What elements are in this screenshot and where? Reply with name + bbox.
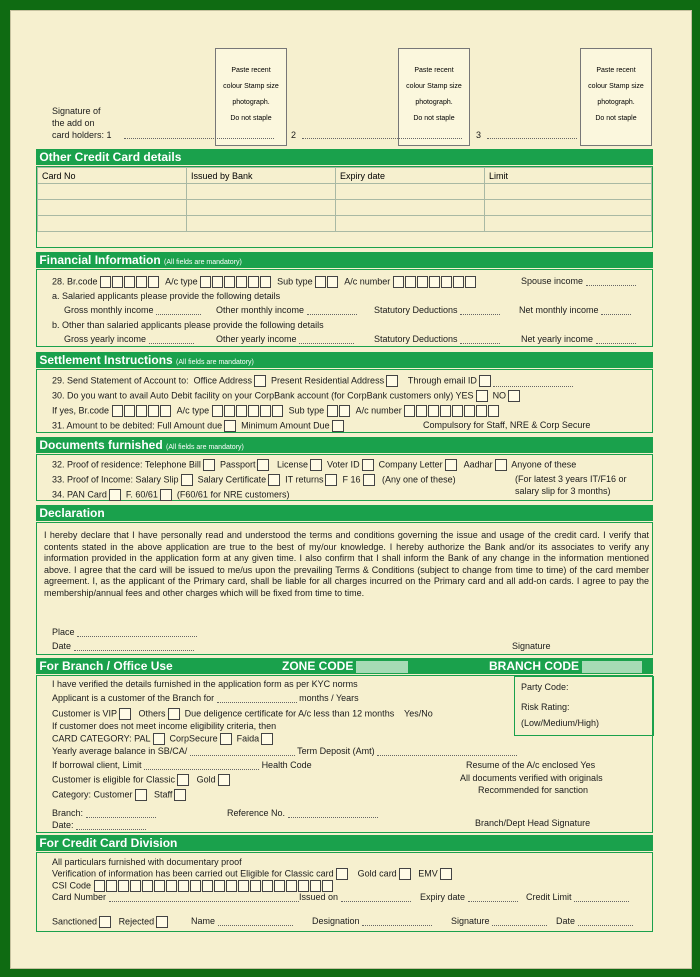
section-header-settlement: Settlement Instructions (All fields are mandatory) [36, 352, 653, 368]
branch-code-label: BRANCH CODE [489, 658, 642, 674]
head-signature-label: Branch/Dept Head Signature [475, 818, 591, 828]
reference-field[interactable] [288, 808, 378, 818]
signature-label-declaration: Signature [512, 641, 551, 651]
voter-id-checkbox[interactable] [362, 459, 374, 471]
classic-checkbox[interactable] [177, 774, 189, 786]
aadhar-checkbox[interactable] [495, 459, 507, 471]
col-issued-by: Issued by Bank [187, 168, 336, 184]
photo-label: Paste recent [596, 67, 636, 74]
statutory-yearly-field[interactable] [460, 334, 500, 344]
table-row[interactable] [38, 200, 652, 216]
signature-line-2[interactable] [302, 138, 462, 139]
company-letter-checkbox[interactable] [445, 459, 457, 471]
gross-yearly-field[interactable] [149, 334, 194, 344]
settle-actype-boxes[interactable] [212, 405, 284, 417]
gross-monthly-field[interactable] [156, 305, 201, 315]
photo-label: Paste recent [414, 67, 454, 74]
other-yearly-field[interactable] [299, 334, 354, 344]
passport-checkbox[interactable] [257, 459, 269, 471]
col-limit: Limit [485, 168, 652, 184]
minimum-amount-checkbox[interactable] [332, 420, 344, 432]
card-number-field[interactable] [109, 892, 299, 902]
it-returns-checkbox[interactable] [325, 474, 337, 486]
avg-balance-field[interactable] [190, 746, 295, 756]
other-cards-table [36, 166, 653, 248]
sanctioned-checkbox[interactable] [99, 916, 111, 928]
acnumber-boxes[interactable] [393, 276, 477, 288]
full-amount-checkbox[interactable] [224, 420, 236, 432]
section-header-other-cards: Other Credit Card details [36, 149, 653, 165]
compulsory-note: Compulsory for Staff, NRE & Corp Secure [423, 420, 591, 430]
others-checkbox[interactable] [168, 708, 180, 720]
residential-address-checkbox[interactable] [386, 375, 398, 387]
brcode-boxes[interactable] [100, 276, 160, 288]
faida-checkbox[interactable] [261, 733, 273, 745]
branch-code-field[interactable] [582, 661, 642, 673]
branch-field[interactable] [86, 808, 156, 818]
declaration-text: I hereby declare that I have personally read and understood the terms and conditions governing the issue and usage of the credit card. I verify that contents stated in the above application are true to the best of my/our knowledge. I hereby authorize the Bank and/or its associates to verify any information provided in the application form at any given time. I also confirm that I shall inform the Bank of any change in the information mentioned above. I agree that the card will be issued to me/us upon the prevailing Terms & Conditions (subject to change from time to time) of the card member agreement. I, as the applicant of the Primary card, shall be liable for all charges incurred on the Primary card and all add-on cards. I agree to pay the membership/annual fees and other charges which will be fixed from time to time. [44, 530, 649, 598]
months-field[interactable] [217, 693, 297, 703]
corpsecure-checkbox[interactable] [220, 733, 232, 745]
rejected-checkbox[interactable] [156, 916, 168, 928]
spouse-income-field[interactable] [586, 276, 636, 286]
table-row[interactable] [38, 184, 652, 200]
section-header-branch: For Branch / Office Use ZONE CODE BRANCH CODE [36, 658, 653, 674]
net-yearly-field[interactable] [596, 334, 636, 344]
designation-field[interactable] [362, 916, 432, 926]
date-field[interactable] [74, 641, 194, 651]
credit-limit-field[interactable] [574, 892, 629, 902]
col-card-no: Card No [38, 168, 187, 184]
subtype-boxes[interactable] [315, 276, 339, 288]
branch-date-field[interactable] [76, 820, 146, 830]
net-monthly-field[interactable] [601, 305, 631, 315]
staff-checkbox[interactable] [174, 789, 186, 801]
division-signature-field[interactable] [492, 916, 547, 926]
limit-field[interactable] [144, 760, 259, 770]
risk-rating-label: Risk Rating: [521, 702, 570, 712]
col-expiry: Expiry date [336, 168, 485, 184]
section-header-documents: Documents furnished (All fields are mandatory) [36, 437, 653, 453]
pan-card-checkbox[interactable] [109, 489, 121, 501]
table-row[interactable] [38, 216, 652, 232]
settle-brcode-boxes[interactable] [112, 405, 172, 417]
section-header-declaration: Declaration [36, 505, 653, 521]
vip-checkbox[interactable] [119, 708, 131, 720]
issued-on-field[interactable] [341, 892, 411, 902]
place-field[interactable] [77, 627, 197, 637]
gold-card-checkbox[interactable] [399, 868, 411, 880]
division-date-field[interactable] [578, 916, 633, 926]
auto-debit-yes-checkbox[interactable] [476, 390, 488, 402]
signature-line-1[interactable] [124, 138, 274, 139]
emv-checkbox[interactable] [440, 868, 452, 880]
other-monthly-field[interactable] [307, 305, 357, 315]
csi-code-boxes[interactable] [94, 880, 334, 892]
photo-box-2[interactable]: Paste recent colour Stamp size photograph. Do not staple [398, 48, 470, 146]
settle-subtype-boxes[interactable] [327, 405, 351, 417]
photo-label: Paste recent [231, 67, 271, 74]
term-deposit-field[interactable] [377, 746, 517, 756]
expiry-field[interactable] [468, 892, 518, 902]
party-code-label: Party Code: [521, 682, 569, 692]
signature-label: Signature of [52, 106, 101, 116]
email-checkbox[interactable] [479, 375, 491, 387]
telephone-bill-checkbox[interactable] [203, 459, 215, 471]
gold-checkbox[interactable] [218, 774, 230, 786]
customer-checkbox[interactable] [135, 789, 147, 801]
section-header-financial: Financial Information (All fields are mandatory) [36, 252, 653, 268]
photo-box-1[interactable]: Paste recent colour Stamp size photograph. Do not staple [215, 48, 287, 146]
pal-checkbox[interactable] [153, 733, 165, 745]
license-checkbox[interactable] [310, 459, 322, 471]
spouse-income-label: Spouse income [521, 276, 584, 286]
zone-code-label: ZONE CODE [282, 658, 408, 674]
f6061-checkbox[interactable] [160, 489, 172, 501]
classic-card-checkbox[interactable] [336, 868, 348, 880]
salary-slip-checkbox[interactable] [181, 474, 193, 486]
f16-checkbox[interactable] [363, 474, 375, 486]
photo-box-3[interactable]: Paste recent colour Stamp size photograph. Do not staple [580, 48, 652, 146]
salary-certificate-checkbox[interactable] [268, 474, 280, 486]
statutory-monthly-field[interactable] [460, 305, 500, 315]
settle-acnumber-boxes[interactable] [404, 405, 500, 417]
auto-debit-no-checkbox[interactable] [508, 390, 520, 402]
section-header-division: For Credit Card Division [36, 835, 653, 851]
office-address-checkbox[interactable] [254, 375, 266, 387]
email-id-field[interactable] [493, 377, 573, 387]
zone-code-field[interactable] [356, 661, 408, 673]
actype-boxes[interactable] [200, 276, 272, 288]
signature-line-3[interactable] [487, 138, 577, 139]
name-field[interactable] [218, 916, 293, 926]
